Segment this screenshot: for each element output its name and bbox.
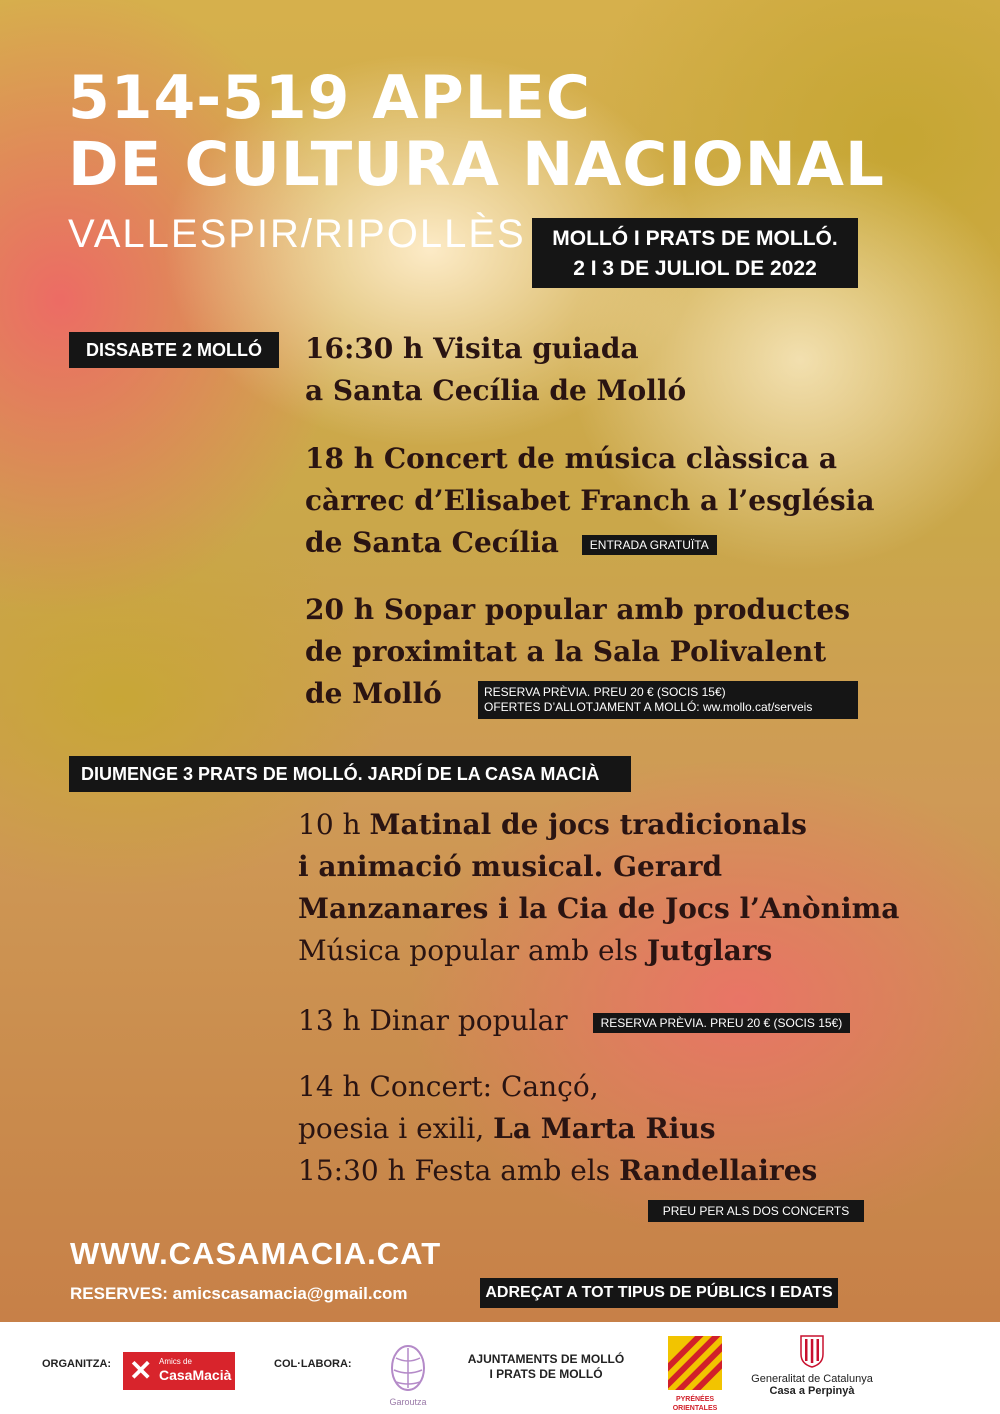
event-dinar-line1: 13 h Dinar popular <box>298 1004 568 1037</box>
event-visita-line2: a Santa Cecília de Molló <box>305 374 687 407</box>
day1-label: DISSABTE 2 MOLLÓ <box>69 332 279 368</box>
date-text: 2 I 3 DE JULIOL DE 2022 <box>573 257 817 280</box>
performer-randellaires: Randellaires <box>619 1154 818 1187</box>
event-canco-line1: 14 h Concert: Cançó, <box>298 1070 599 1103</box>
event-sopar-line1: 20 h Sopar popular amb productes <box>305 593 851 626</box>
ajuntaments-line2: I PRATS DE MOLLÓ <box>489 1367 603 1381</box>
event-matinal-time: 10 h <box>298 808 370 841</box>
ajuntaments-line1: AJUNTAMENTS DE MOLLÓ <box>467 1352 625 1366</box>
logo-casamacia-text: CasaMacià <box>159 1367 232 1383</box>
free-entry-badge: ENTRADA GRATUÏTA <box>582 535 717 555</box>
region-subtitle: VALLESPIR/RIPOLLÈS <box>68 212 526 256</box>
event-visita-line1: 16:30 h Visita guiada <box>305 332 639 365</box>
garoutza-brain-icon <box>378 1342 438 1394</box>
audience-box: ADREÇAT A TOT TIPUS DE PÚBLICS I EDATS <box>480 1278 838 1308</box>
generalitat-shield-icon <box>799 1334 825 1368</box>
garoutza-logo <box>378 1342 438 1412</box>
event-canco-line2: poesia i exili, <box>298 1112 494 1145</box>
event-matinal-line2: i animació musical. Gerard <box>298 850 723 883</box>
event-sopar-line2: de proximitat a la Sala Polivalent <box>305 635 827 668</box>
event-concert-line2a: càrrec d’ <box>305 484 444 517</box>
event-dinar <box>298 1000 850 1042</box>
ajuntaments-logo <box>458 1352 634 1382</box>
pyrenees-orientales-logo <box>668 1336 722 1410</box>
event-concert-line1: 18 h Concert de música clàssica a <box>305 442 837 475</box>
catalan-flag-icon <box>668 1336 722 1390</box>
organitza-label: ORGANITZA: <box>42 1358 112 1370</box>
logo-amics-text: Amics de <box>159 1357 192 1366</box>
colabora-label: COL·LABORA: <box>274 1358 352 1370</box>
allotjament-text: OFERTES D’ALLOTJAMENT A MOLLÓ: ww.mollo.cat/serveis <box>484 700 813 714</box>
sponsors-footer <box>0 1322 1000 1414</box>
performer-jutglars: Jutglars <box>646 934 773 967</box>
sopar-reserva-text: RESERVA PRÈVIA. PREU 20 € (SOCIS 15€) <box>484 685 726 699</box>
event-concert-classica <box>305 438 874 564</box>
website-link[interactable]: WWW.CASAMACIA.CAT <box>70 1236 442 1271</box>
event-matinal-line1: Matinal de jocs tradicionals <box>369 808 807 841</box>
dinar-reserva-badge: RESERVA PRÈVIA. PREU 20 € (SOCIS 15€) <box>593 1013 851 1033</box>
logo-x-mark: ✕ <box>129 1355 153 1386</box>
event-matinal-line3: Manzanares i la Cia de Jocs l’Anònima <box>298 892 900 925</box>
pyrenees-text: PYRÉNÉES ORIENTALES <box>672 1396 718 1412</box>
sopar-info-box <box>478 681 858 719</box>
performer-elisabet-franch: Elisabet Franch <box>443 484 691 517</box>
garoutza-text: Garoutza <box>389 1397 427 1407</box>
event-sopar-line3: de Molló <box>305 677 442 710</box>
place-text: MOLLÓ I PRATS DE MOLLÓ. <box>552 227 838 250</box>
day2-label: DIUMENGE 3 PRATS DE MOLLÓ. JARDÍ DE LA CASA MACIÀ <box>69 756 631 792</box>
reserves-email[interactable]: RESERVES: amicscasamacia@gmail.com <box>70 1284 408 1303</box>
title-line-1: 514-519 APLEC <box>68 63 591 133</box>
event-musica-popular: Música popular amb els <box>298 934 647 967</box>
generalitat-logo <box>742 1334 882 1397</box>
event-concert-line3: de Santa Cecília <box>305 526 559 559</box>
performer-marta-rius: La Marta Rius <box>493 1112 716 1145</box>
place-date-box <box>532 218 858 288</box>
casa-perpinya-text: Casa a Perpinyà <box>769 1385 855 1397</box>
event-visita <box>305 328 686 412</box>
casamacia-logo <box>123 1352 235 1390</box>
title-line-2: DE CULTURA NACIONAL <box>68 129 885 200</box>
event-concert-canco <box>298 1066 817 1192</box>
event-concert-line2c: a l’església <box>690 484 875 517</box>
event-festa-line: 15:30 h Festa amb els <box>298 1154 620 1187</box>
event-matinal <box>298 804 899 972</box>
concerts-price-badge: PREU PER ALS DOS CONCERTS <box>648 1200 864 1222</box>
generalitat-text: Generalitat de Catalunya <box>751 1373 873 1385</box>
